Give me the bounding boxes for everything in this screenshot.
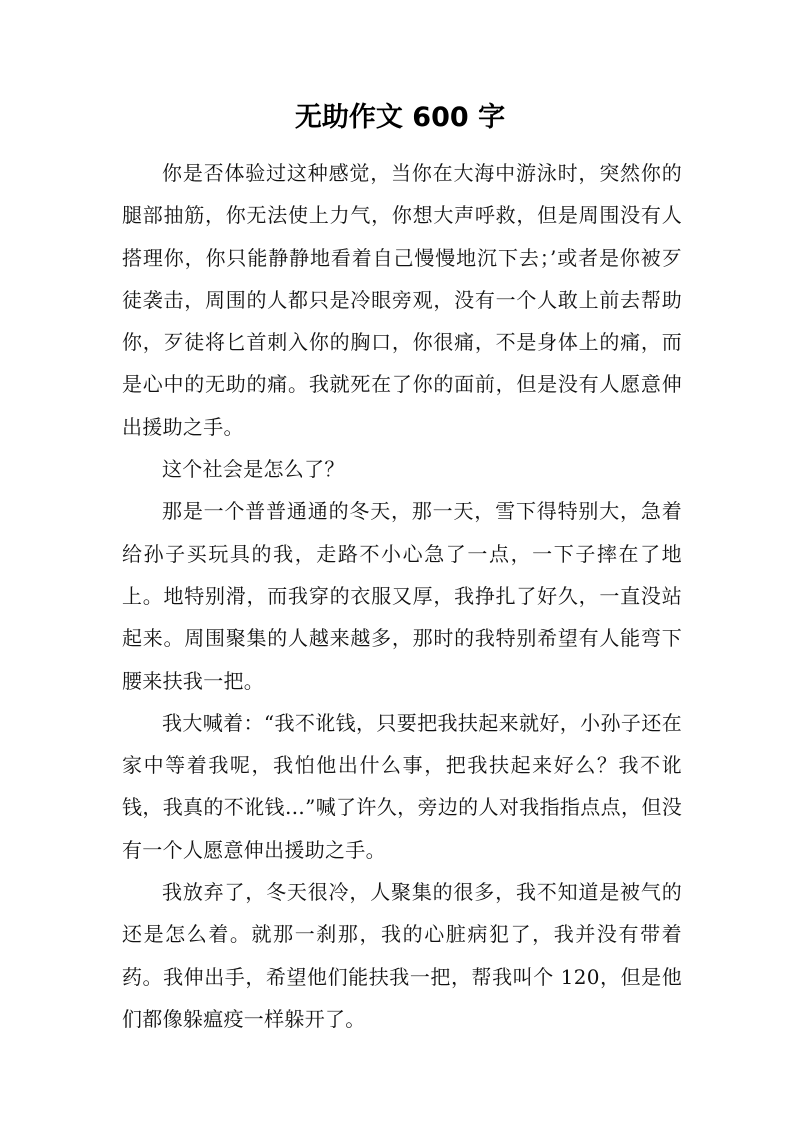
paragraph-4: 我大喊着：“我不讹钱，只要把我扶起来就好，小孙子还在家中等着我呢，我怕他出什么事，把我扶起来好么？我不讹钱，我真的不讹钱…”喊了许久，旁边的人对我指指点点，但没有一个人愿意伸出援助之手。 xyxy=(122,710,682,862)
document-title: 无助作文 600 字 xyxy=(294,102,506,133)
paragraph-3: 那是一个普普通通的冬天，那一天，雪下得特别大，急着给孙子买玩具的我，走路不小心急了一点，一下子摔在了地上。地特别滑，而我穿的衣服又厚，我挣扎了好久，一直没站起来。周围聚集的人越来越多，那时的我特别希望有人能弯下腰来扶我一把。 xyxy=(122,499,682,693)
paragraph-1: 你是否体验过这种感觉，当你在大海中游泳时，突然你的腿部抽筋，你无法使上力气，你想大声呼救，但是周围没有人搭理你，你只能静静地看着自己慢慢地沉下去；’或者是你被歹徒袭击，周围的人都只是冷眼旁观，没有一个人敢上前去帮助你，歹徒将匕首刺入你的胸口，你很痛，不是身体上的痛，而是心中的无助的痛。我就死在了你的面前，但是没有人愿意伸出援助之手。 xyxy=(122,161,682,439)
paragraph-5: 我放弃了，冬天很冷，人聚集的很多，我不知道是被气的还是怎么着。就那一刹那，我的心脏病犯了，我并没有带着药。我伸出手，希望他们能扶我一把，帮我叫个 120，但是他们都像躲瘟疫一样躲开了。 xyxy=(122,880,682,1031)
document-body xyxy=(122,152,682,1040)
paragraph-2: 这个社会是怎么了？ xyxy=(162,457,345,482)
